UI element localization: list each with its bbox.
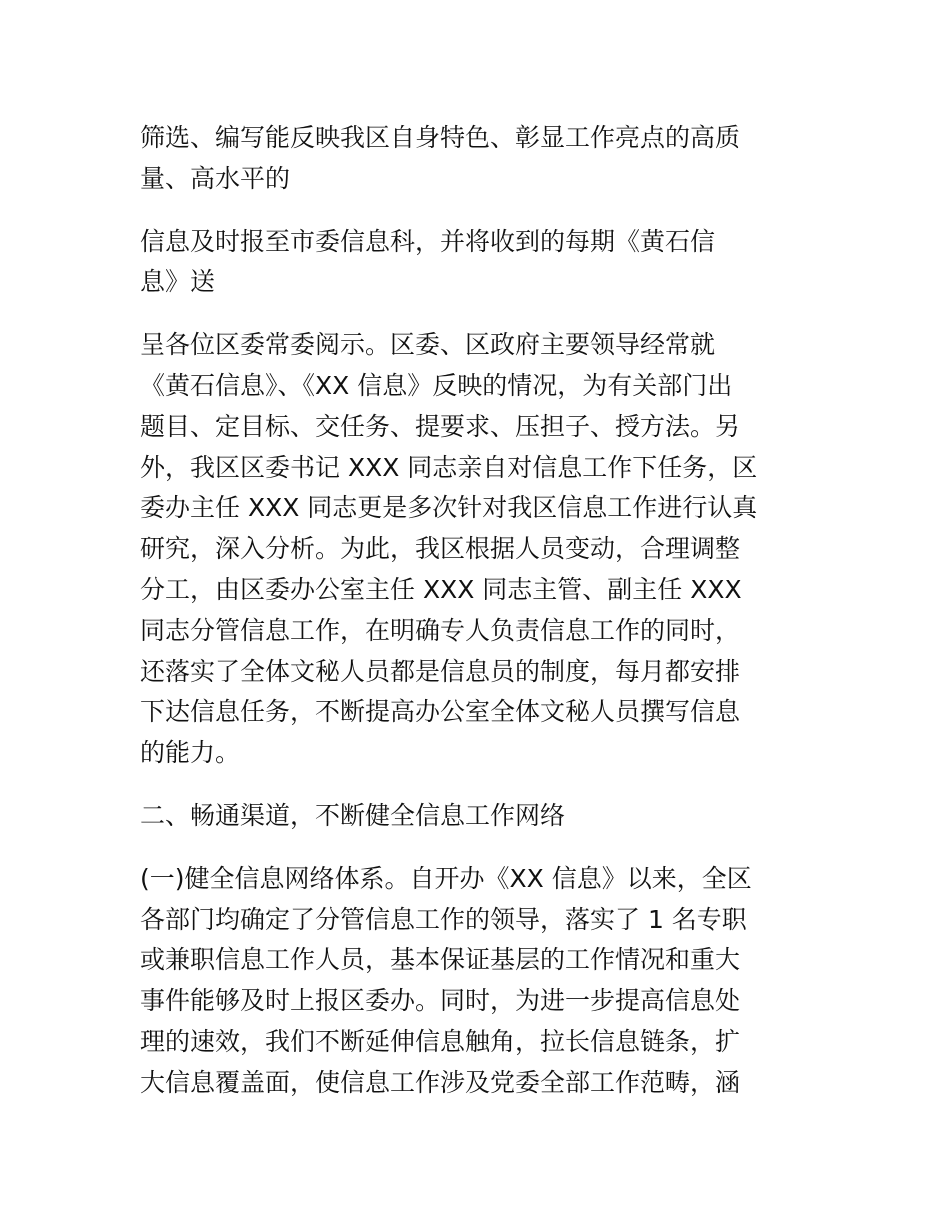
paragraph-report: 信息及时报至市委信息科，并将收到的每期《黄石信 息》送 — [140, 226, 716, 297]
paragraph-screening: 筛选、编写能反映我区自身特色、彰显工作亮点的高质 量、高水平的 — [140, 123, 741, 193]
section-heading-channels: 二、畅通渠道，不断健全信息工作网络 — [140, 800, 566, 830]
paragraph-network: (一)健全信息网络体系。自开办《XX 信息》以来，全区 各部门均确定了分管信息工作的领导，落实了 1 名专职 或兼职信息工作人员，基本保证基层的工作情况和重大 事件能够及时上报区委办。同时，为进一步提高信息处 理的速效，我们不断延伸信息触角，拉长信息链条，扩 大信息覆盖面，使信息工作涉及党委全部工作范畴，涵 — [140, 863, 752, 1097]
document-page — [140, 118, 810, 1104]
paragraph-leadership: 呈各位区委常委阅示。区委、区政府主要领导经常就 《黄石信息》、《XX 信息》反映的情况，为有关部门出 题目、定目标、交任务、提要求、压担子、授方法。另 外，我区区委书记 XXX 同志亲自对信息工作下任务，区 委办主任 XXX 同志更是多次针对我区信息工作进行认真 研究，深入分析。为此，我区根据人员变动，合理调整 分工，由区委办公室主任 XXX 同志主管、副主任 XXX 同志分管信息工作，在明确专人负责信息工作的同时， 还落实了全体文秘人员都是信息员的制度，每月都安排 下达信息任务，不断提高办公室全体文秘人员撰写信息 的能力。 — [140, 330, 758, 768]
